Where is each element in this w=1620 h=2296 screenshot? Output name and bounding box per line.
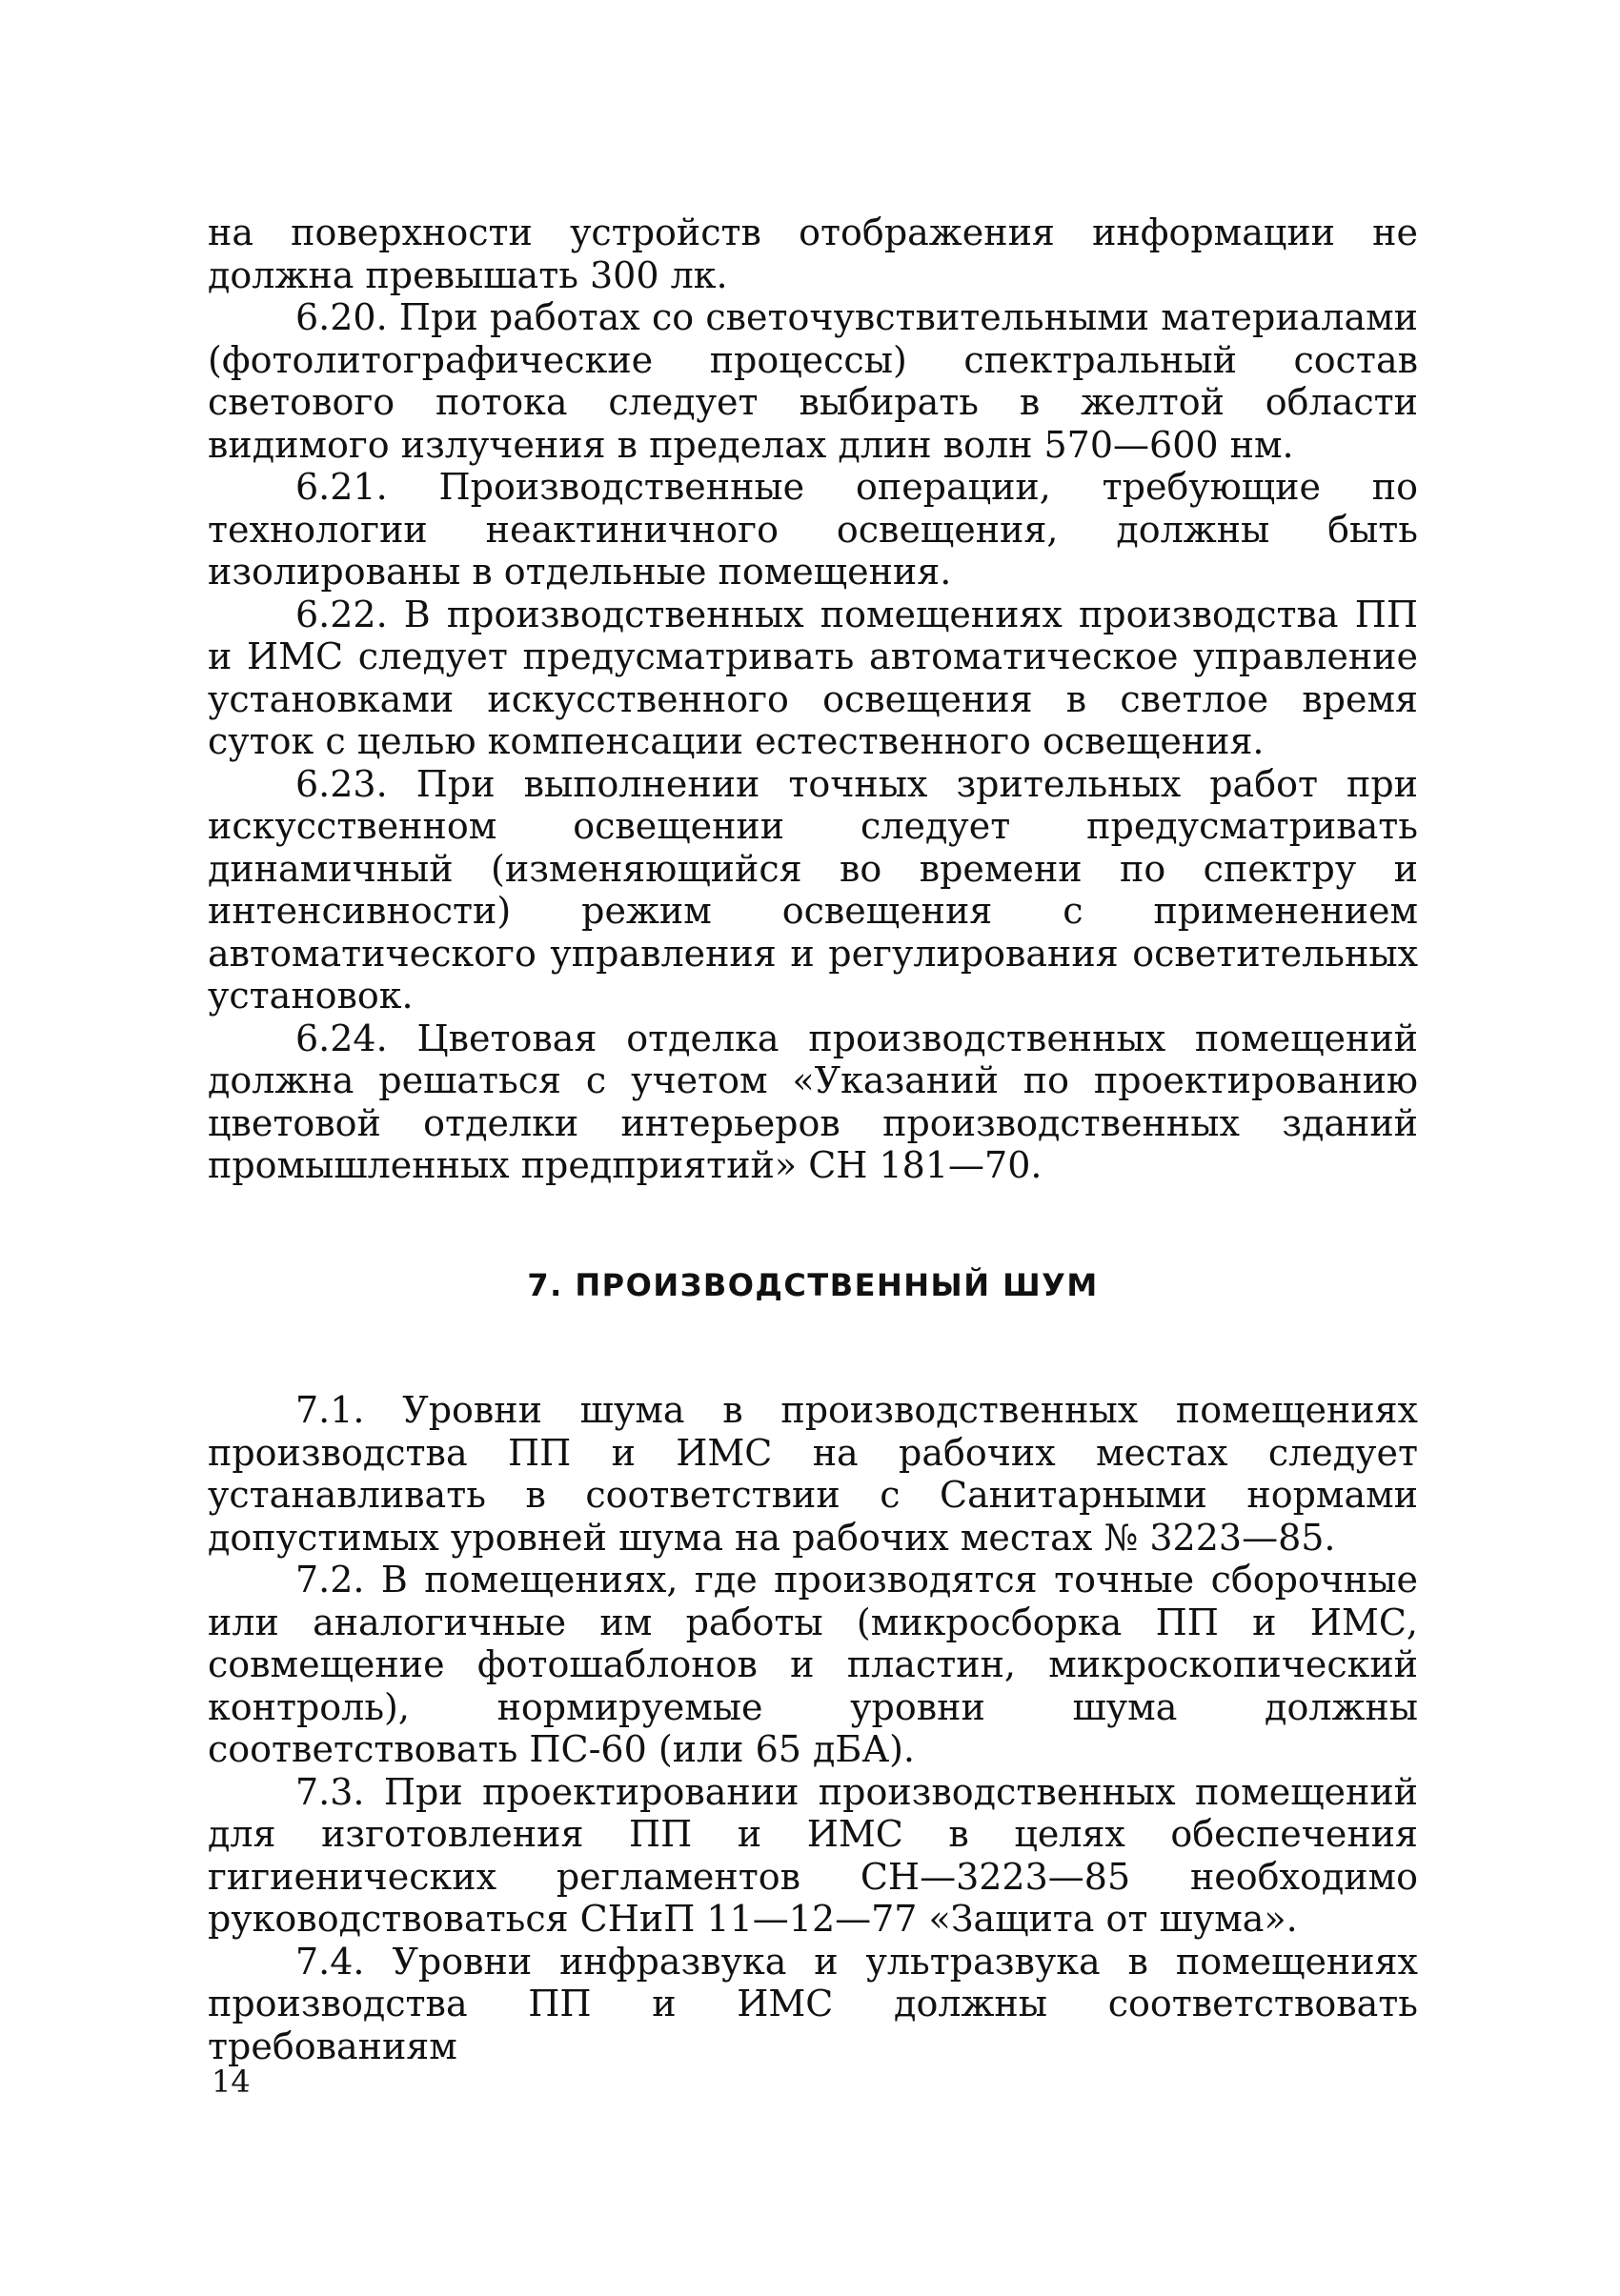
paragraph-6-20: 6.20. При работах со светочувствительными материалами (фотолитографические процессы) спектральный состав светового потока следует выбирать в желтой области видимого излучения в пределах длин волн 570—600 нм.: [208, 296, 1418, 466]
section-7-text-block: [208, 1389, 1418, 2067]
paragraph-7-1: 7.1. Уровни шума в производственных помещениях производства ПП и ИМС на рабочих местах следует устанавливать в соответствии с Санитарными нормами допустимых уровней шума на рабочих местах № 3223—85.: [208, 1389, 1418, 1559]
page-number: 14: [212, 2064, 251, 2100]
paragraph-6-23: 6.23. При выполнении точных зрительных работ при искусственном освещении следует предусматривать динамичный (изменяющийся во времени по спектру и интенсивности) режим освещения с применением автоматического управления и регулирования осветительных установок.: [208, 762, 1418, 1017]
paragraph-7-2: 7.2. В помещениях, где производятся точные сборочные или аналогичные им работы (микросборка ПП и ИМС, совмещение фотошаблонов и пластин, микроскопический контроль), нормируемые уровни шума должны соответствовать ПС-60 (или 65 дБА).: [208, 1559, 1418, 1770]
paragraph-continuation: на поверхности устройств отображения информации не должна превышать 300 лк.: [208, 211, 1418, 296]
paragraph-7-3: 7.3. При проектировании производственных помещений для изготовления ПП и ИМС в целях обеспечения гигиенических регламентов СН—3223—85 необходимо руководствоваться СНиП 11—12—77 «Защита от шума».: [208, 1770, 1418, 1940]
paragraph-6-21: 6.21. Производственные операции, требующие по технологии неактиничного освещения, должны быть изолированы в отдельные помещения.: [208, 466, 1418, 593]
paragraph-6-22: 6.22. В производственных помещениях производства ПП и ИМС следует предусматривать автоматическое управление установками искусственного освещения в светлое время суток с целью компенсации естественного освещения.: [208, 593, 1418, 762]
paragraph-7-4: 7.4. Уровни инфразвука и ультразвука в помещениях производства ПП и ИМС должны соответствовать требованиям: [208, 1940, 1418, 2067]
paragraph-6-24: 6.24. Цветовая отделка производственных помещений должна решаться с учетом «Указаний по проектированию цветовой отделки интерьеров производственных зданий промышленных предприятий» СН 181—70.: [208, 1017, 1418, 1186]
section-7-heading: 7. ПРОИЗВОДСТВЕННЫЙ ШУМ: [527, 1267, 1099, 1303]
section-6-text-block: [208, 211, 1418, 1187]
